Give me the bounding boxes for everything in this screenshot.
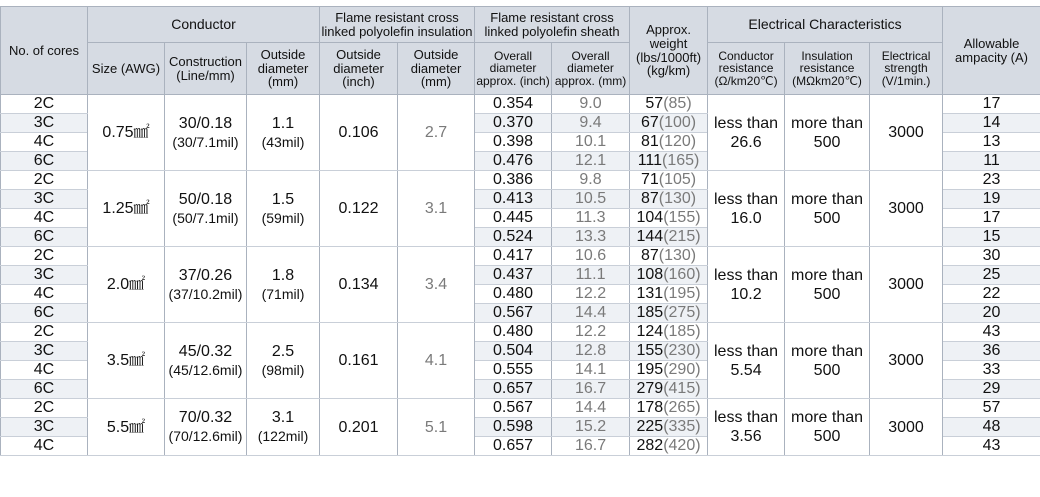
conductor-group-header: Conductor bbox=[88, 7, 320, 43]
size-cell-main: 1.25㎟ bbox=[88, 199, 164, 218]
od-cell-main: 1.8 bbox=[247, 266, 319, 285]
construction-cell-sub: (37/10.2mil) bbox=[165, 285, 246, 304]
weight-cell bbox=[630, 323, 708, 342]
weight-kg: (215) bbox=[663, 228, 700, 245]
cores-cell: 2C bbox=[1, 323, 88, 342]
sheath-od-mm-cell: 9.8 bbox=[552, 171, 630, 190]
weight-kg: (415) bbox=[663, 380, 700, 397]
col-ampacity-header: Allowable ampacity (A) bbox=[943, 7, 1040, 95]
sheath-od-inch-cell: 0.370 bbox=[475, 114, 552, 133]
weight-lbs: 87 bbox=[641, 247, 659, 264]
weight-lbs: 71 bbox=[641, 171, 659, 188]
cores-cell: 4C bbox=[1, 361, 88, 380]
ampacity-cell: 17 bbox=[943, 209, 1040, 228]
ins-od-mm-cell bbox=[398, 323, 475, 399]
sheath-od-inch-cell: 0.437 bbox=[475, 266, 552, 285]
ins-od-inch-cell-main: 0.161 bbox=[320, 351, 397, 370]
sheath-od-inch-cell: 0.598 bbox=[475, 418, 552, 437]
weight-kg: (160) bbox=[663, 266, 700, 283]
od-cell-main: 2.5 bbox=[247, 342, 319, 361]
col-sheath-od-inch-header: Overall diameter approx. (inch) bbox=[475, 43, 552, 95]
resistance-cell: less than 26.6 bbox=[708, 95, 785, 171]
sheath-od-inch-cell: 0.398 bbox=[475, 133, 552, 152]
ins-od-mm-cell-main: 3.4 bbox=[398, 275, 474, 294]
weight-lbs: 225 bbox=[637, 418, 664, 435]
sheath-od-mm-cell: 12.2 bbox=[552, 323, 630, 342]
weight-lbs: 108 bbox=[637, 266, 664, 283]
sheath-od-mm-cell: 14.1 bbox=[552, 361, 630, 380]
col-size-header: Size (AWG) bbox=[88, 43, 165, 95]
weight-lbs: 104 bbox=[637, 209, 664, 226]
sheath-od-mm-cell: 10.1 bbox=[552, 133, 630, 152]
col-strength-header: Electrical strength (V/1min.) bbox=[870, 43, 943, 95]
cores-cell: 2C bbox=[1, 95, 88, 114]
weight-cell bbox=[630, 171, 708, 190]
od-cell-sub: (43mil) bbox=[247, 133, 319, 152]
ampacity-cell: 43 bbox=[943, 437, 1040, 456]
weight-kg: (120) bbox=[659, 133, 696, 150]
size-cell bbox=[88, 247, 165, 323]
weight-lbs: 178 bbox=[637, 399, 664, 416]
od-cell-main: 1.5 bbox=[247, 190, 319, 209]
weight-lbs: 67 bbox=[641, 114, 659, 131]
weight-cell bbox=[630, 228, 708, 247]
weight-cell bbox=[630, 285, 708, 304]
weight-kg: (130) bbox=[659, 190, 696, 207]
weight-lbs: 195 bbox=[637, 361, 664, 378]
sheath-od-mm-cell: 10.6 bbox=[552, 247, 630, 266]
col-od-header: Outside diameter (mm) bbox=[247, 43, 320, 95]
ampacity-cell: 23 bbox=[943, 171, 1040, 190]
weight-cell bbox=[630, 190, 708, 209]
sheath-od-mm-cell: 11.1 bbox=[552, 266, 630, 285]
sheath-od-mm-cell: 14.4 bbox=[552, 304, 630, 323]
sheath-od-inch-cell: 0.417 bbox=[475, 247, 552, 266]
weight-cell bbox=[630, 380, 708, 399]
weight-lbs: 111 bbox=[638, 152, 662, 169]
od-cell bbox=[247, 323, 320, 399]
weight-kg: (100) bbox=[659, 114, 696, 131]
sheath-od-inch-cell: 0.476 bbox=[475, 152, 552, 171]
weight-lbs: 279 bbox=[637, 380, 664, 397]
weight-cell bbox=[630, 399, 708, 418]
sheath-od-mm-cell: 13.3 bbox=[552, 228, 630, 247]
col-cores-header: No. of cores bbox=[1, 7, 88, 95]
ins-od-mm-cell-main: 5.1 bbox=[398, 418, 474, 437]
construction-cell bbox=[165, 247, 247, 323]
construction-cell-main: 37/0.26 bbox=[165, 266, 246, 285]
sheath-od-mm-cell: 15.2 bbox=[552, 418, 630, 437]
od-cell bbox=[247, 399, 320, 456]
construction-cell-main: 45/0.32 bbox=[165, 342, 246, 361]
sheath-od-mm-cell: 16.7 bbox=[552, 380, 630, 399]
size-cell-main: 2.0㎟ bbox=[88, 275, 164, 294]
ampacity-cell: 17 bbox=[943, 95, 1040, 114]
ampacity-cell: 13 bbox=[943, 133, 1040, 152]
od-cell bbox=[247, 247, 320, 323]
table-header bbox=[1, 7, 1040, 95]
ins-od-mm-cell-main: 2.7 bbox=[398, 123, 474, 142]
strength-cell: 3000 bbox=[870, 323, 943, 399]
cores-cell: 4C bbox=[1, 209, 88, 228]
table-body bbox=[1, 95, 1040, 456]
sheath-od-inch-cell: 0.555 bbox=[475, 361, 552, 380]
weight-kg: (165) bbox=[662, 152, 699, 169]
size-cell bbox=[88, 95, 165, 171]
cores-cell: 6C bbox=[1, 228, 88, 247]
ampacity-cell: 30 bbox=[943, 247, 1040, 266]
cores-cell: 4C bbox=[1, 437, 88, 456]
weight-cell bbox=[630, 437, 708, 456]
sheath-od-mm-cell: 16.7 bbox=[552, 437, 630, 456]
ins-od-inch-cell-main: 0.122 bbox=[320, 199, 397, 218]
ins-od-mm-cell bbox=[398, 171, 475, 247]
ins-od-mm-cell bbox=[398, 95, 475, 171]
ampacity-cell: 22 bbox=[943, 285, 1040, 304]
col-construction-header: Construction (Line/mm) bbox=[165, 43, 247, 95]
ins-od-mm-cell bbox=[398, 247, 475, 323]
size-cell bbox=[88, 323, 165, 399]
strength-cell: 3000 bbox=[870, 171, 943, 247]
sheath-od-inch-cell: 0.567 bbox=[475, 399, 552, 418]
col-ins-resistance-header: Insulation resistance (MΩkm20℃) bbox=[785, 43, 870, 95]
weight-lbs: 81 bbox=[641, 133, 659, 150]
ins-od-inch-cell bbox=[320, 247, 398, 323]
sheath-od-inch-cell: 0.413 bbox=[475, 190, 552, 209]
resistance-cell: less than 10.2 bbox=[708, 247, 785, 323]
col-ins-od-mm-header: Outside diameter (mm) bbox=[398, 43, 475, 95]
ins-od-inch-cell-main: 0.201 bbox=[320, 418, 397, 437]
sheath-od-mm-cell: 12.1 bbox=[552, 152, 630, 171]
od-cell-main: 1.1 bbox=[247, 114, 319, 133]
od-cell bbox=[247, 95, 320, 171]
sheath-od-mm-cell: 14.4 bbox=[552, 399, 630, 418]
col-ins-od-inch-header: Outside diameter (inch) bbox=[320, 43, 398, 95]
sheath-od-inch-cell: 0.504 bbox=[475, 342, 552, 361]
ampacity-cell: 36 bbox=[943, 342, 1040, 361]
weight-lbs: 87 bbox=[641, 190, 659, 207]
construction-cell-main: 30/0.18 bbox=[165, 114, 246, 133]
size-cell bbox=[88, 171, 165, 247]
sheath-od-mm-cell: 10.5 bbox=[552, 190, 630, 209]
sheath-od-mm-cell: 12.8 bbox=[552, 342, 630, 361]
ins-od-inch-cell-main: 0.106 bbox=[320, 123, 397, 142]
cores-cell: 2C bbox=[1, 247, 88, 266]
resistance-cell: less than 16.0 bbox=[708, 171, 785, 247]
ins-od-inch-cell-main: 0.134 bbox=[320, 275, 397, 294]
cores-cell: 3C bbox=[1, 342, 88, 361]
weight-kg: (185) bbox=[663, 323, 700, 340]
weight-kg: (420) bbox=[663, 437, 700, 454]
construction-cell-sub: (70/12.6mil) bbox=[165, 427, 246, 446]
cores-cell: 3C bbox=[1, 418, 88, 437]
sheath-od-inch-cell: 0.480 bbox=[475, 323, 552, 342]
strength-cell: 3000 bbox=[870, 247, 943, 323]
construction-cell-main: 70/0.32 bbox=[165, 408, 246, 427]
cores-cell: 2C bbox=[1, 171, 88, 190]
ins-od-inch-cell bbox=[320, 323, 398, 399]
ins-resistance-cell: more than 500 bbox=[785, 171, 870, 247]
weight-kg: (155) bbox=[663, 209, 700, 226]
sheath-od-inch-cell: 0.524 bbox=[475, 228, 552, 247]
ampacity-cell: 15 bbox=[943, 228, 1040, 247]
weight-cell bbox=[630, 342, 708, 361]
ampacity-cell: 48 bbox=[943, 418, 1040, 437]
weight-kg: (230) bbox=[663, 342, 700, 359]
sheath-od-inch-cell: 0.567 bbox=[475, 304, 552, 323]
sheath-od-inch-cell: 0.354 bbox=[475, 95, 552, 114]
weight-cell bbox=[630, 209, 708, 228]
construction-cell-sub: (30/7.1mil) bbox=[165, 133, 246, 152]
cores-cell: 4C bbox=[1, 133, 88, 152]
ampacity-cell: 43 bbox=[943, 323, 1040, 342]
sheath-od-inch-cell: 0.480 bbox=[475, 285, 552, 304]
od-cell bbox=[247, 171, 320, 247]
weight-kg: (290) bbox=[663, 361, 700, 378]
sheath-od-mm-cell: 12.2 bbox=[552, 285, 630, 304]
col-weight-header: Approx. weight (lbs/1000ft) (kg/km) bbox=[630, 7, 708, 95]
weight-cell bbox=[630, 418, 708, 437]
size-cell-main: 5.5㎟ bbox=[88, 418, 164, 437]
table-row bbox=[1, 399, 1040, 418]
weight-kg: (265) bbox=[663, 399, 700, 416]
ampacity-cell: 19 bbox=[943, 190, 1040, 209]
weight-lbs: 124 bbox=[637, 323, 664, 340]
table-row bbox=[1, 323, 1040, 342]
sheath-od-inch-cell: 0.445 bbox=[475, 209, 552, 228]
weight-cell bbox=[630, 133, 708, 152]
ins-resistance-cell: more than 500 bbox=[785, 247, 870, 323]
od-cell-sub: (59mil) bbox=[247, 209, 319, 228]
weight-cell bbox=[630, 361, 708, 380]
size-cell-main: 3.5㎟ bbox=[88, 351, 164, 370]
weight-cell bbox=[630, 152, 708, 171]
ins-resistance-cell: more than 500 bbox=[785, 323, 870, 399]
construction-cell bbox=[165, 323, 247, 399]
ampacity-cell: 33 bbox=[943, 361, 1040, 380]
ampacity-cell: 29 bbox=[943, 380, 1040, 399]
weight-kg: (130) bbox=[659, 247, 696, 264]
table-row bbox=[1, 95, 1040, 114]
construction-cell bbox=[165, 95, 247, 171]
construction-cell-sub: (50/7.1mil) bbox=[165, 209, 246, 228]
od-cell-sub: (71mil) bbox=[247, 285, 319, 304]
cores-cell: 3C bbox=[1, 190, 88, 209]
sheath-od-mm-cell: 9.4 bbox=[552, 114, 630, 133]
col-sheath-od-mm-header: Overall diameter approx. (mm) bbox=[552, 43, 630, 95]
sheath-od-mm-cell: 11.3 bbox=[552, 209, 630, 228]
weight-lbs: 282 bbox=[637, 437, 664, 454]
resistance-cell: less than 3.56 bbox=[708, 399, 785, 456]
weight-cell bbox=[630, 247, 708, 266]
weight-kg: (195) bbox=[663, 285, 700, 302]
strength-cell: 3000 bbox=[870, 399, 943, 456]
od-cell-sub: (122mil) bbox=[247, 427, 319, 446]
size-cell bbox=[88, 399, 165, 456]
cores-cell: 6C bbox=[1, 380, 88, 399]
cores-cell: 6C bbox=[1, 152, 88, 171]
weight-lbs: 144 bbox=[637, 228, 664, 245]
strength-cell: 3000 bbox=[870, 95, 943, 171]
ins-od-mm-cell-main: 3.1 bbox=[398, 199, 474, 218]
sheath-od-mm-cell: 9.0 bbox=[552, 95, 630, 114]
construction-cell bbox=[165, 399, 247, 456]
ins-resistance-cell: more than 500 bbox=[785, 399, 870, 456]
table-row bbox=[1, 247, 1040, 266]
ins-od-inch-cell bbox=[320, 399, 398, 456]
electrical-group-header: Electrical Characteristics bbox=[708, 7, 943, 43]
weight-cell bbox=[630, 304, 708, 323]
sheath-od-inch-cell: 0.386 bbox=[475, 171, 552, 190]
od-cell-main: 3.1 bbox=[247, 408, 319, 427]
weight-cell bbox=[630, 266, 708, 285]
cores-cell: 4C bbox=[1, 285, 88, 304]
od-cell-sub: (98mil) bbox=[247, 361, 319, 380]
ampacity-cell: 57 bbox=[943, 399, 1040, 418]
weight-cell bbox=[630, 95, 708, 114]
ampacity-cell: 14 bbox=[943, 114, 1040, 133]
resistance-cell: less than 5.54 bbox=[708, 323, 785, 399]
construction-cell-sub: (45/12.6mil) bbox=[165, 361, 246, 380]
sheath-od-inch-cell: 0.657 bbox=[475, 380, 552, 399]
construction-cell bbox=[165, 171, 247, 247]
weight-lbs: 155 bbox=[637, 342, 664, 359]
weight-lbs: 185 bbox=[637, 304, 664, 321]
cores-cell: 3C bbox=[1, 266, 88, 285]
cable-spec-table bbox=[0, 6, 1040, 456]
table-row bbox=[1, 171, 1040, 190]
weight-kg: (105) bbox=[659, 171, 696, 188]
col-resistance-header: Conductor resistance (Ω/km20℃) bbox=[708, 43, 785, 95]
ins-resistance-cell: more than 500 bbox=[785, 95, 870, 171]
sheath-od-inch-cell: 0.657 bbox=[475, 437, 552, 456]
weight-kg: (275) bbox=[663, 304, 700, 321]
weight-cell bbox=[630, 114, 708, 133]
sheath-group-header: Flame resistant cross linked polyolefin sheath bbox=[475, 7, 630, 43]
weight-kg: (335) bbox=[663, 418, 700, 435]
ins-od-mm-cell bbox=[398, 399, 475, 456]
ins-od-inch-cell bbox=[320, 95, 398, 171]
cores-cell: 3C bbox=[1, 114, 88, 133]
insulation-group-header: Flame resistant cross linked polyolefin insulation bbox=[320, 7, 475, 43]
ins-od-inch-cell bbox=[320, 171, 398, 247]
cores-cell: 6C bbox=[1, 304, 88, 323]
ampacity-cell: 20 bbox=[943, 304, 1040, 323]
weight-kg: (85) bbox=[663, 95, 691, 112]
ampacity-cell: 11 bbox=[943, 152, 1040, 171]
weight-lbs: 57 bbox=[645, 95, 663, 112]
cores-cell: 2C bbox=[1, 399, 88, 418]
construction-cell-main: 50/0.18 bbox=[165, 190, 246, 209]
ampacity-cell: 25 bbox=[943, 266, 1040, 285]
weight-lbs: 131 bbox=[637, 285, 664, 302]
ins-od-mm-cell-main: 4.1 bbox=[398, 351, 474, 370]
size-cell-main: 0.75㎟ bbox=[88, 123, 164, 142]
